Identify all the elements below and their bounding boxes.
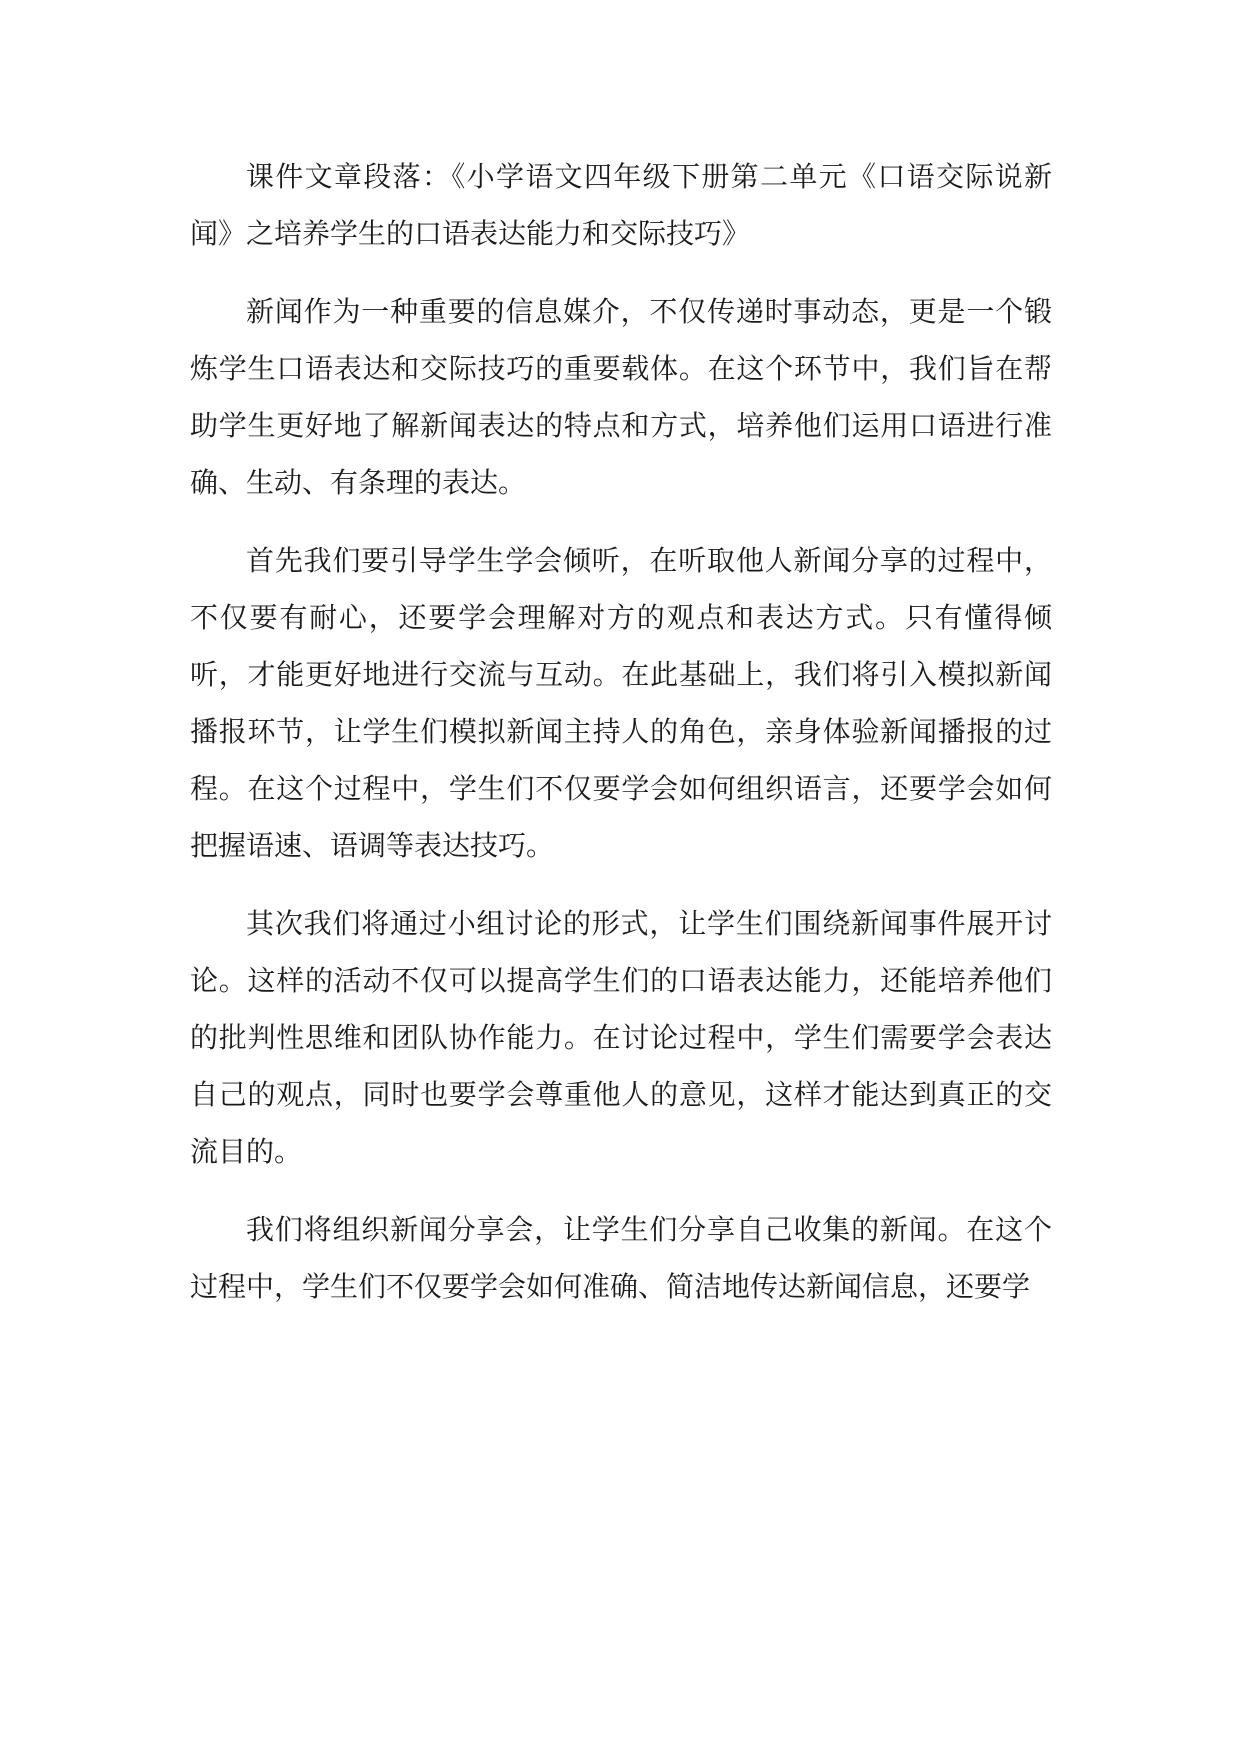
document-body — [190, 148, 1052, 1336]
paragraph-sharing: 我们将组织新闻分享会，让学生们分享自己收集的新闻。在这个过程中，学生们不仅要学会如何准确、简洁地传达新闻信息，还要学 — [190, 1213, 1052, 1303]
paragraph-intro: 新闻作为一种重要的信息媒介，不仅传递时事动态，更是一个锻炼学生口语表达和交际技巧的重要载体。在这个环节中，我们旨在帮助学生更好地了解新闻表达的特点和方式，培养他们运用口语进行准确、生动、有条理的表达。 — [190, 295, 1052, 499]
paragraph-discussion: 其次我们将通过小组讨论的形式，让学生们围绕新闻事件展开讨论。这样的活动不仅可以提高学生们的口语表达能力，还能培养他们的批判性思维和团队协作能力。在讨论过程中，学生们需要学会表达自己的观点，同时也要学会尊重他人的意见，这样才能达到真正的交流目的。 — [190, 907, 1052, 1168]
document-title: 课件文章段落：《小学语文四年级下册第二单元《口语交际说新闻》之培养学生的口语表达能力和交际技巧》 — [190, 160, 1052, 250]
paragraph-listening: 首先我们要引导学生学会倾听，在听取他人新闻分享的过程中，不仅要有耐心，还要学会理解对方的观点和表达方式。只有懂得倾听，才能更好地进行交流与互动。在此基础上，我们将引入模拟新闻播报环节，让学生们模拟新闻主持人的角色，亲身体验新闻播报的过程。在这个过程中，学生们不仅要学会如何组织语言，还要学会如何把握语速、语调等表达技巧。 — [190, 544, 1052, 862]
